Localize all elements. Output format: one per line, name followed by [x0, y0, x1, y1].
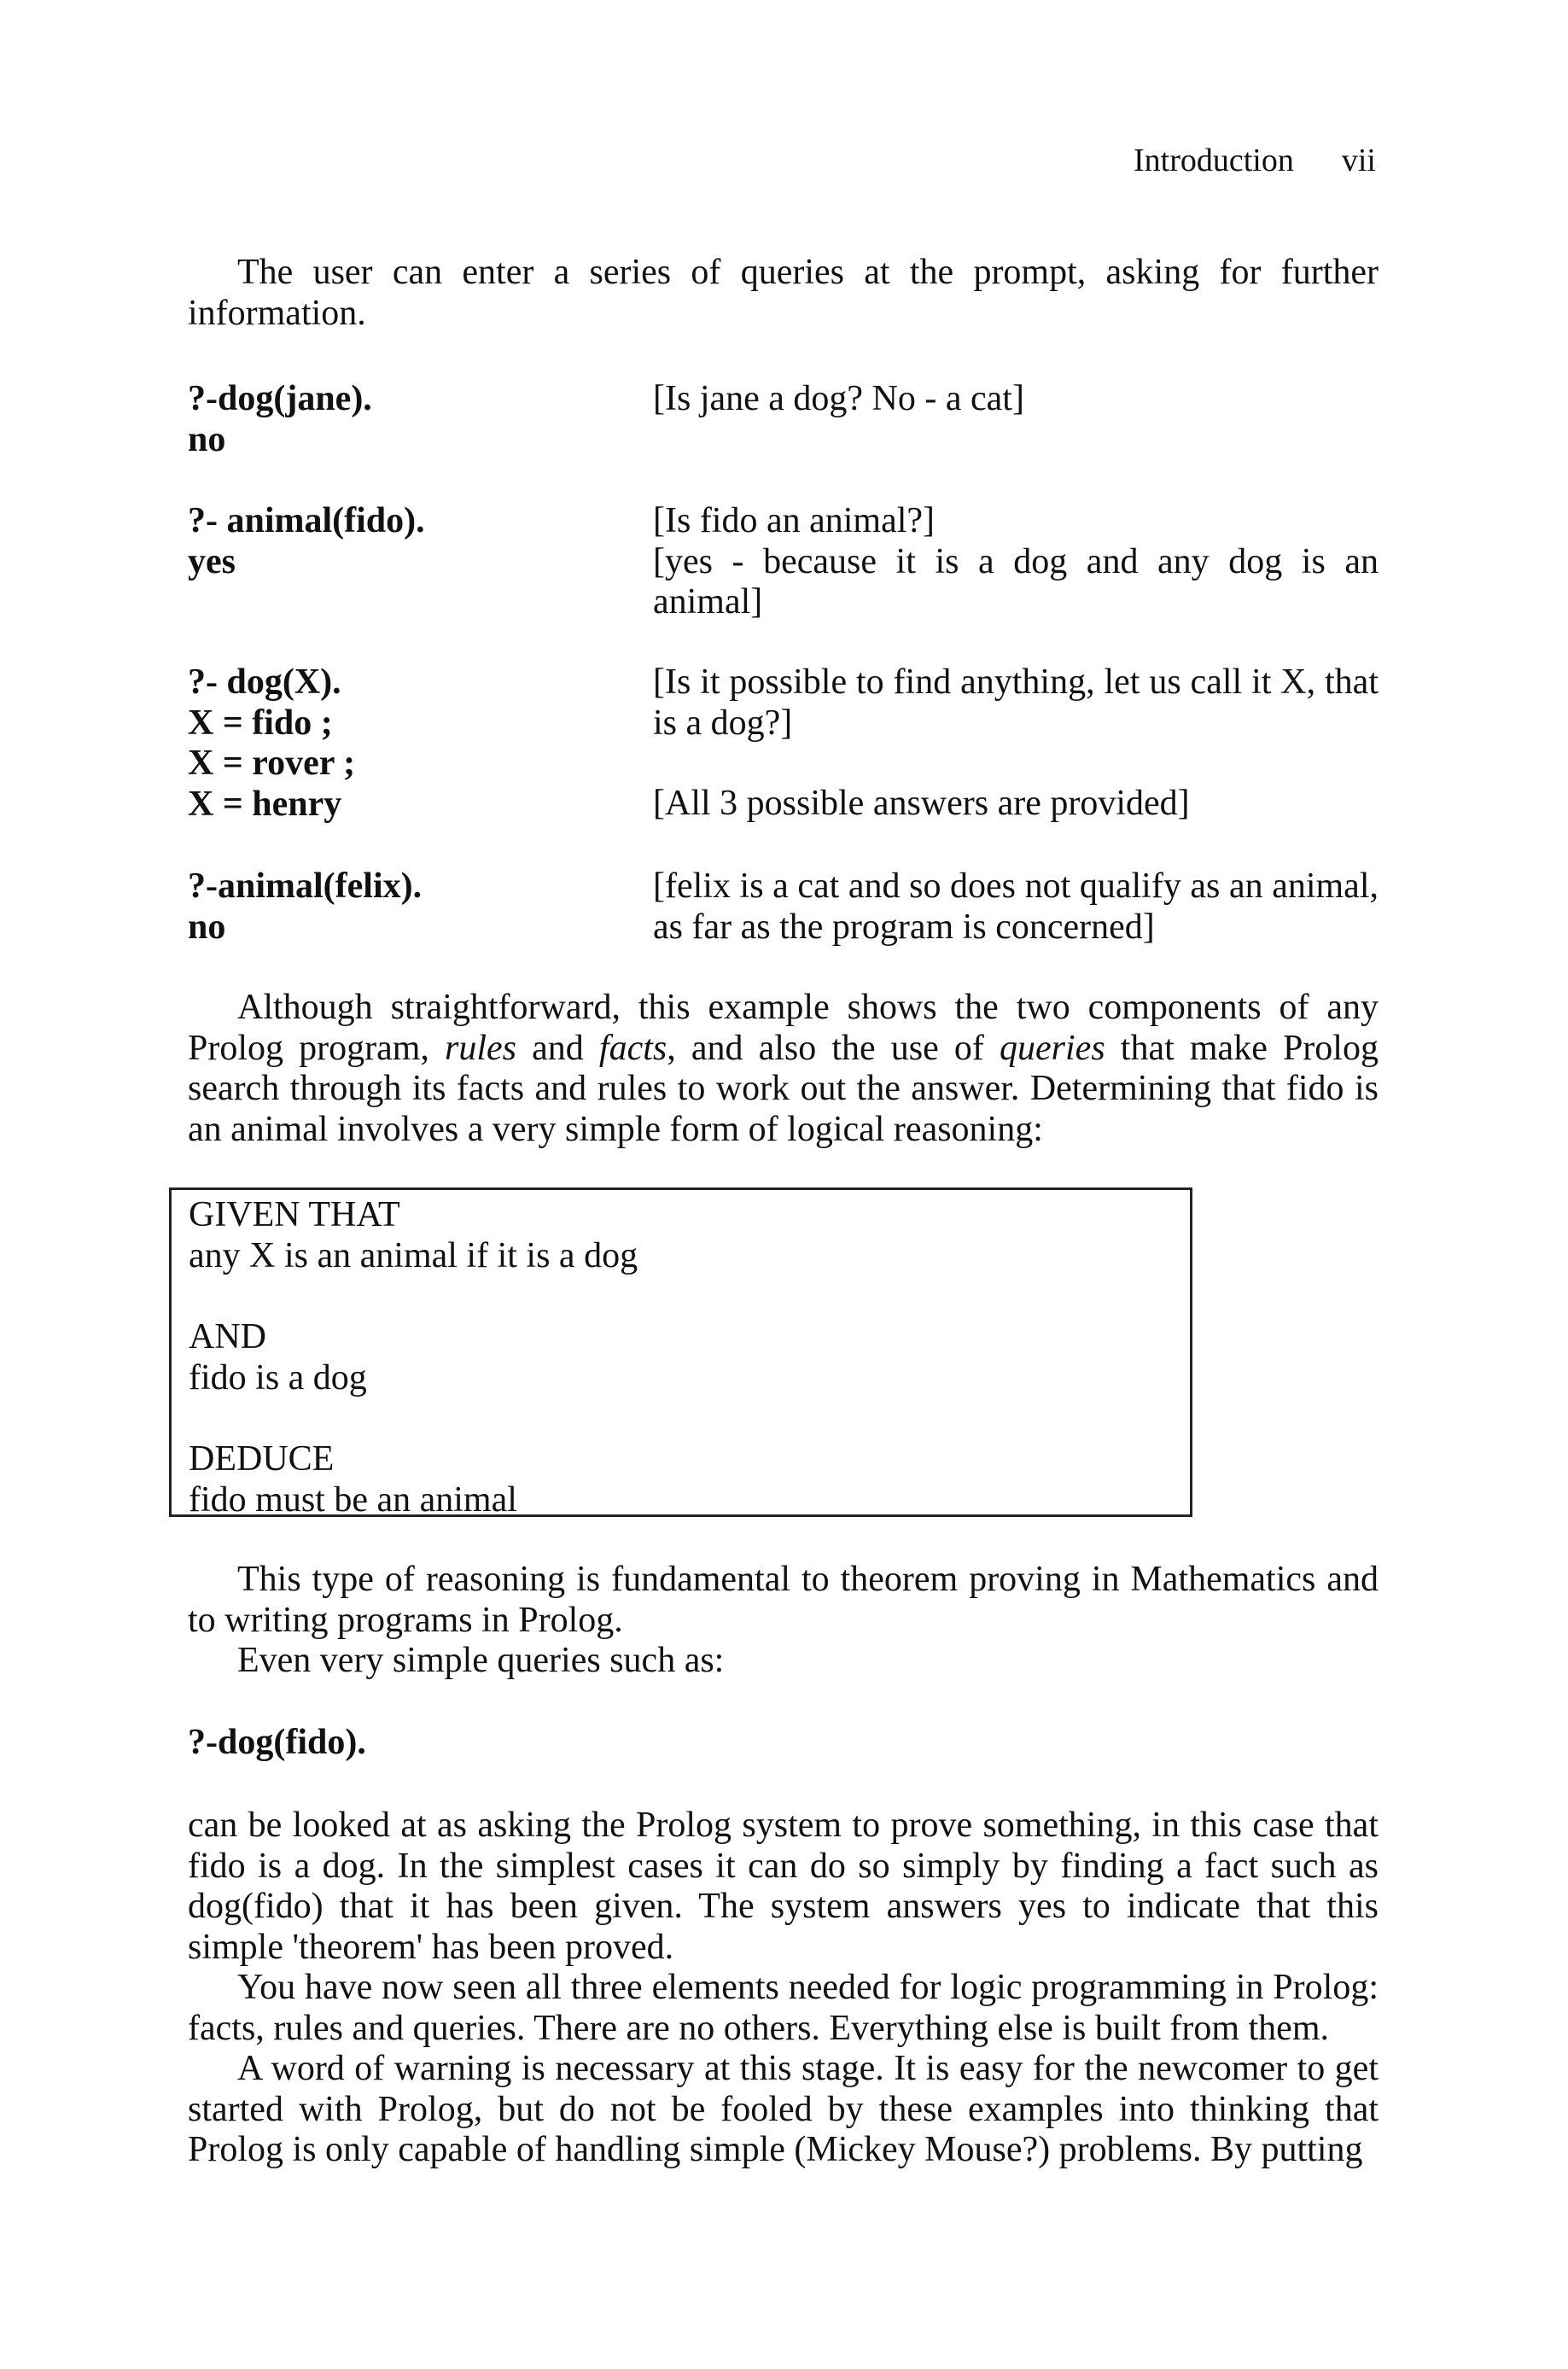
- code-line: ?-animal(felix).: [188, 866, 423, 906]
- query-note: [653, 662, 1379, 825]
- code-line: no: [188, 907, 226, 947]
- body-paragraph-3: Even very simple queries such as:: [237, 1641, 725, 1680]
- body-paragraph-1: [188, 988, 1379, 1150]
- query-code: [188, 379, 615, 460]
- query-note: [653, 379, 1379, 420]
- text-run: , and also the use of: [667, 1028, 1000, 1068]
- text-run: Although straightforward, this example shows the two components of any Prolog program,: [188, 988, 1379, 1068]
- spacer: [189, 1398, 1190, 1439]
- term-rules: rules: [445, 1028, 517, 1068]
- body-paragraph-2: This type of reasoning is fundamental to theorem proving in Mathematics and to writing programs in Prolog.: [188, 1560, 1379, 1640]
- box-premise-1: any X is an animal if it is a dog: [189, 1235, 638, 1275]
- query-code: [188, 501, 615, 582]
- intro-paragraph: The user can enter a series of queries at the prompt, asking for further information.: [188, 253, 1379, 333]
- code-line: X = fido ;: [188, 703, 333, 743]
- code-line: ?- dog(X).: [188, 662, 341, 702]
- box-deduce: DEDUCE: [189, 1439, 335, 1479]
- query-note: [653, 501, 1379, 623]
- spacer: [189, 1276, 1190, 1317]
- text-run: and: [516, 1028, 599, 1068]
- code-line: X = rover ;: [188, 744, 356, 783]
- query-code: [188, 866, 615, 948]
- note-text: [felix is a cat and so does not qualify as an animal, as far as the program is concerned]: [653, 866, 1379, 947]
- page-number: vii: [1341, 143, 1376, 178]
- box-premise-2: fido is a dog: [189, 1357, 367, 1397]
- box-conclusion: fido must be an animal: [189, 1479, 517, 1520]
- code-line: X = henry: [188, 784, 342, 824]
- code-line: yes: [188, 541, 236, 581]
- note-text: [All 3 possible answers are provided]: [653, 784, 1190, 823]
- query-dog-fido: ?-dog(fido).: [188, 1723, 366, 1762]
- query-note: [653, 866, 1379, 948]
- note-text: [Is jane a dog? No - a cat]: [653, 379, 1024, 418]
- reasoning-box: [169, 1187, 1192, 1520]
- term-queries: queries: [1000, 1028, 1105, 1068]
- body-paragraph-6: A word of warning is necessary at this stage. It is easy for the newcomer to get started with Prolog, but do not be fooled by these examples into thinking that Prolog is only capable of handling simple (Mickey Mouse?) problems. By putting: [188, 2049, 1379, 2169]
- note-text: [Is it possible to find anything, let us call it X, that is a dog?]: [653, 662, 1379, 743]
- code-line: no: [188, 419, 226, 459]
- text-run: that make Prolog search through its facts and rules to work out the answer. Determining that fido is an animal involves a very simple form of logical reasoning:: [188, 1028, 1379, 1149]
- running-header: [1134, 142, 1376, 179]
- code-line: ?-dog(jane).: [188, 379, 372, 418]
- body-paragraph-4: can be looked at as asking the Prolog system to prove something, in this case that fido is a dog. In the simplest cases it can do so simply by finding a fact such as dog(fido) that it has been given. The system answers yes to indicate that this simple 'theorem' has been proved.: [188, 1806, 1379, 1967]
- code-line: ?- animal(fido).: [188, 501, 425, 540]
- box-given: GIVEN THAT: [189, 1195, 400, 1234]
- box-and: AND: [189, 1317, 266, 1357]
- header-section-title: Introduction: [1134, 143, 1294, 178]
- term-facts: facts: [598, 1028, 667, 1068]
- query-code: [188, 662, 615, 825]
- note-text: [yes - because it is a dog and any dog is an animal]: [653, 541, 1379, 621]
- body-paragraph-5: You have now seen all three elements needed for logic programming in Prolog: facts, rules and queries. There are no others. Everything else is built from them.: [188, 1968, 1379, 2048]
- note-text: [Is fido an animal?]: [653, 501, 936, 540]
